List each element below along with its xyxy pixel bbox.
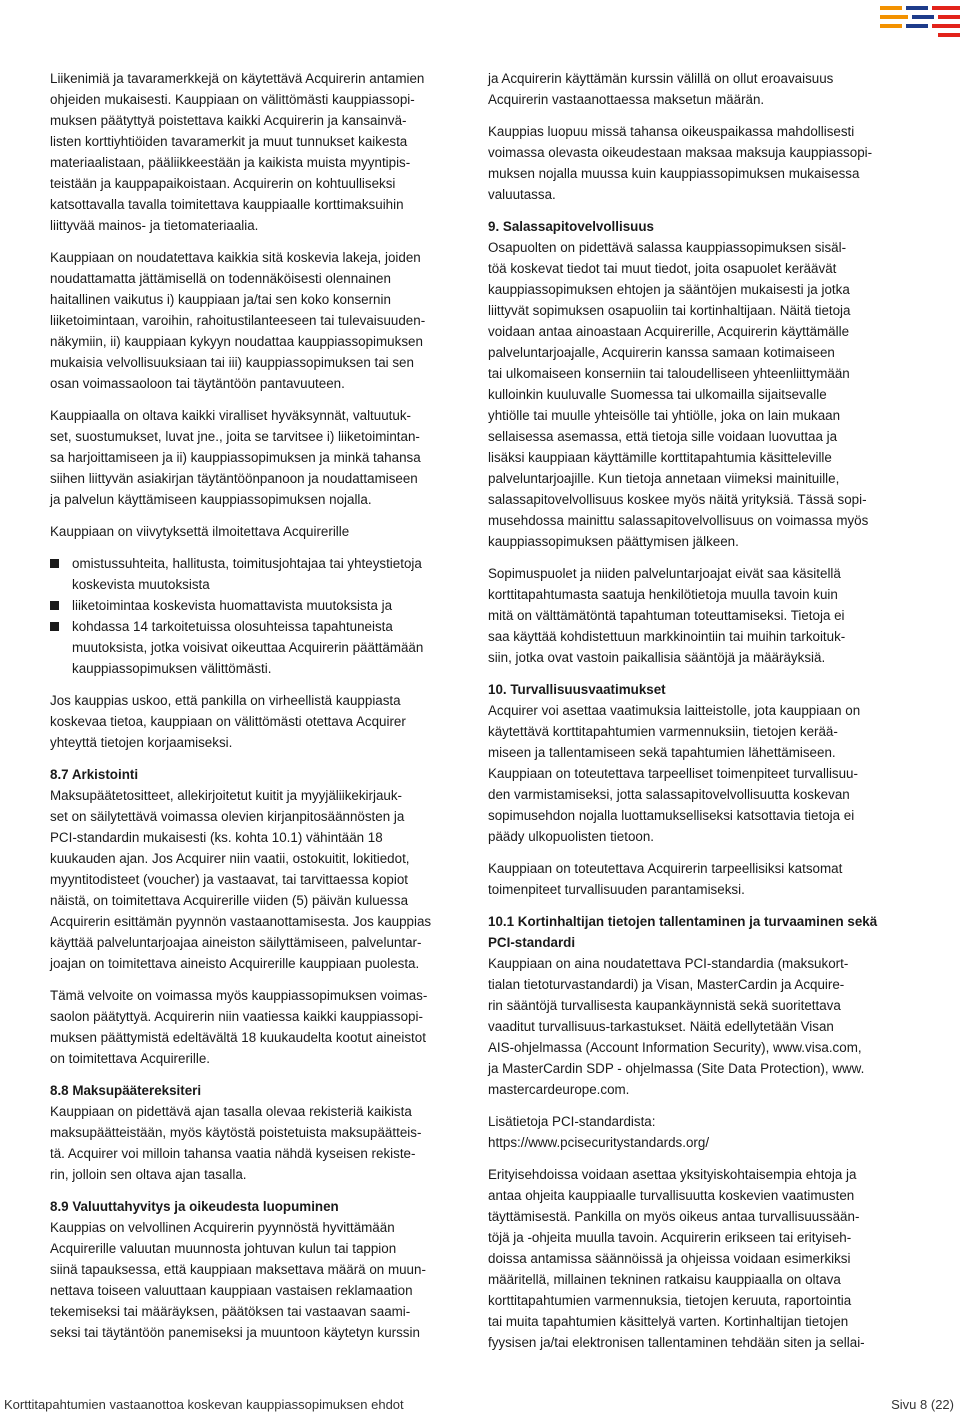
- paragraph: Erityisehdoissa voidaan asettaa yksityiskohtaisempia ehtoja ja antaa ohjeita kauppiaalle turvallisuutta koskevien vaatimusten täyttämisestä. Pankilla on myös oikeus antaa turvallisuussään- töjä ja -ohjeita muulla tavoin. Acquirerin erikseen tai erityiseh- doissa antamissa säännöissä ja ohjeissa voidaan esimerkiksi määritellä, millainen tekninen ratkaisu kauppiaalla on oltava korttitapahtumien varmennuksia, tietojen keruuta, raportointia tai muita tapahtumien käsittelyä varten. Kortinhaltijan tietojen fyysisen ja/tai elektronisen tallentaminen tehdään siten ja sellai-: [488, 1167, 865, 1350]
- square-bullet-icon: [50, 622, 59, 631]
- company-logo: [880, 5, 960, 37]
- logo-stripe: [880, 24, 902, 28]
- square-bullet-icon: [50, 601, 59, 610]
- paragraph: Kauppiaan on viivytyksettä ilmoitettava Acquirerille: [50, 524, 350, 539]
- paragraph: Liikenimiä ja tavaramerkkejä on käytettävä Acquirerin antamien ohjeiden mukaisesti. Kauppiaan on välittömästi kauppiassopi- muksen päätyttyä poistettava kaikki Acquirerin ja kansainvä- listen korttiyhtiöiden tavaramerkit ja muut tunnukset kaikesta materiaalistaan, pääliikkeestään ja kaikista muista myyntipis- teistään ja kauppapaikoistaan. Acquirerin on kohtuulliseksi katsottavalla tavalla toimitettava kauppiaalle korttimaksuihin liittyvää mainos- ja tietomateriaalia.: [50, 71, 425, 233]
- pci-info-label: Lisätietoja PCI-standardista:: [488, 1114, 656, 1129]
- section-heading: 10.1 Kortinhaltijan tietojen tallentaminen ja turvaaminen sekä PCI-standardi: [488, 914, 878, 950]
- section-heading: 8.8 Maksupäätereksiteri: [50, 1083, 202, 1098]
- paragraph: Kauppiaan on aina noudatettava PCI-standardia (maksukort- tialan tietoturvastandardi) ja Visan, MasterCardin ja Acquire- rin sääntöjä turvallisesta kaupankäynnistä sekä suoritettava vaaditut turvallisuus-tarkastukset. Näitä edellytetään Visan AIS-ohjelmassa (Account Information Security), www.visa.com, ja MasterCardin SDP - ohjelmassa (Site Data Protection), www. mastercardeurope.com.: [488, 956, 865, 1097]
- logo-stripe: [938, 15, 960, 19]
- paragraph: Kauppias luopuu missä tahansa oikeuspaikassa mahdollisesti voimassa olevasta oikeudestaan maksaa maksuja kauppiassopi- muksen nojalla muussa kuin kauppiassopimuksen mukaisessa valuutassa.: [488, 124, 873, 202]
- list-item-text: liiketoimintaa koskevista huomattavista muutoksista ja: [72, 598, 393, 613]
- paragraph: Kauppiaalla on oltava kaikki viralliset hyväksynnät, valtuutuk- set, suostumukset, luvat jne., joita se tarvitsee i) liiketoimintan- sa harjoittamiseen ja ii) kauppiassopimuksen ja minkä tahansa siihen liittyvän asiakirjan täytäntöönpanoon ja noudattamiseen ja palvelun käyttämiseen kauppiassopimuksen nojalla.: [50, 408, 421, 507]
- logo-stripe: [880, 6, 902, 10]
- left-column: [50, 68, 458, 1354]
- pci-standards-link[interactable]: https://www.pcisecuritystandards.org/: [488, 1135, 710, 1150]
- paragraph: Osapuolten on pidettävä salassa kauppiassopimuksen sisäl- töä koskevat tiedot tai muut tiedot, joita osapuolet keräävät kauppiassopimuksen ehtojen ja sääntöjen mukaisesti ja jotka liittyvät sopimuksen osapuoliin tai kortinhaltijaan. Näitä tietoja voidaan antaa ainoastaan Acquirerille, Acquirerin käyttämälle palveluntarjoajalle, Acquirerin kanssa samaan kotimaiseen tai ulkomaiseen konserniin tai taloudelliseen yhteenliittymään kulloinkin kuuluvalle Suomessa tai ulkomailla sijaitsevalle yhtiölle tai muulle yhteisölle tai yhtiölle, joka on lain mukaan sellaisessa asemassa, että tietoja sille voidaan luovuttaa ja lisäksi kauppiaan käyttämille korttitapahtumia käsitteleville palveluntarjoajille. Kun tietoja annetaan viimeksi mainituille, salassapitovelvollisuus koskee myös näitä yrityksiä. Tässä sopi- musehdossa mainittu salassapitovelvollisuus on voimassa myös kauppiassopimuksen päättymisen jälkeen.: [488, 240, 869, 549]
- logo-stripe: [938, 33, 960, 37]
- paragraph: Kauppiaan on noudatettava kaikkia sitä koskevia lakeja, joiden noudattamatta jättämisellä on todennäköisesti olennainen haitallinen vaikutus i) kauppiaan ja/tai sen koko konsernin liiketoimintaan, varoihin, rahoitustilanteeseen tai tulevaisuuden- näkymiin, ii) kauppiaan kykyyn noudattaa kauppiassopimuksen mukaisia velvollisuuksiaan tai iii) kauppiassopimuksen tai sen osan voimassaoloon tai täytäntöön pantavuuteen.: [50, 250, 426, 391]
- paragraph: ja Acquirerin käyttämän kurssin välillä on ollut eroavaisuus Acquirerin vastaanottaessa maksetun määrän.: [488, 71, 834, 107]
- logo-stripe: [906, 24, 928, 28]
- section-heading: 9. Salassapitovelvollisuus: [488, 219, 654, 234]
- logo-stripe: [906, 6, 928, 10]
- list-item-text: kohdassa 14 tarkoitetuissa olosuhteissa tapahtuneista muutoksista, jotka voisivat oikeuttaa Acquirerin päättämään kauppiassopimuksen välittömästi.: [72, 619, 424, 676]
- list-item: [50, 595, 458, 616]
- logo-stripe: [932, 6, 960, 10]
- paragraph: Kauppiaan on pidettävä ajan tasalla olevaa rekisteriä kaikista maksupäätteistään, myös käytöstä poistetuista maksupäätteis- tä. Acquirer voi milloin tahansa vaatia nähdä kyseisen rekiste- rin, jolloin sen oltava ajan tasalla.: [50, 1104, 422, 1182]
- right-column: [488, 68, 896, 1364]
- paragraph: [488, 1111, 896, 1153]
- paragraph: Tämä velvoite on voimassa myös kauppiassopimuksen voimas- saolon päätyttyä. Acquirerin niin vaatiessa kaikki kauppiassopi- muksen päättymistä edeltävältä 18 kuukaudelta kootut aineistot on toimitettava Acquirerille.: [50, 988, 428, 1066]
- logo-stripe: [912, 15, 934, 19]
- paragraph: Jos kauppias uskoo, että pankilla on virheellistä kauppiasta koskevaa tietoa, kauppiaan on välittömästi otettava Acquirer yhteyttä tietojen korjaamiseksi.: [50, 693, 406, 750]
- section-heading: 8.7 Arkistointi: [50, 767, 139, 782]
- bullet-list: [50, 553, 458, 679]
- list-item: [50, 616, 458, 679]
- logo-stripe: [932, 24, 960, 28]
- paragraph: Acquirer voi asettaa vaatimuksia laitteistolle, jota kauppiaan on käytettävä korttitapahtumien varmennuksiin, tietojen kerää- miseen ja tallentamiseen sekä tapahtumien lähettämiseen. Kauppiaan on toteutettava tarpeelliset toimenpiteet turvallisuu- den varmistamiseksi, jotta salassapitovelvollisuutta koskevan sopimusehdon nojalla luottamukselliseksi katsottavia tietoja ei päädy ulkopuolisten tietoon.: [488, 703, 861, 844]
- square-bullet-icon: [50, 559, 59, 568]
- paragraph: Sopimuspuolet ja niiden palveluntarjoajat eivät saa käsitellä korttitapahtumasta saatuja henkilötietoja muulla tavoin kuin mitä on välttämätöntä tapahtuman toteuttamiseksi. Tietoja ei saa käyttää kohdistettuun markkinointiin tai muihin tarkoituk- siin, jotka ovat vastoin paikallisia sääntöjä ja määräyksiä.: [488, 566, 846, 665]
- footer-title: Korttitapahtumien vastaanottoa koskevan kauppiassopimuksen ehdot: [4, 1397, 404, 1412]
- paragraph: Kauppiaan on toteutettava Acquirerin tarpeellisiksi katsomat toimenpiteet turvallisuuden parantamiseksi.: [488, 861, 843, 897]
- paragraph: Maksupäätetositteet, allekirjoitetut kuitit ja myyjäliikekirjauk- set on säilytettävä voimassa olevien kirjanpitosäännösten ja PCI-standardin mukaisesti (ks. kohta 10.1) vähintään 18 kuukauden ajan. Jos Acquirer niin vaatii, ostokuitit, lokitiedot, myyntitodisteet (voucher) ja vastaavat, tai tarvittaessa kopiot näistä, on toimitettava Acquirerille viiden (5) päivän kuluessa Acquirerin esittämän pyynnön vastaanottamisesta. Jos kauppias käyttää palveluntarjoajaa aineiston säilyttämiseen, palveluntar- joajan on toimitettava aineisto Acquirerille kauppiaan puolesta.: [50, 788, 432, 971]
- logo-stripe: [880, 15, 908, 19]
- paragraph: Kauppias on velvollinen Acquirerin pyynnöstä hyvittämään Acquirerille valuutan muunnosta johtuvan kulun tai tappion siinä tapauksessa, että kauppiaan maksettava määrä on muun- nettava toiseen valuuttaan kauppiaan vastaisen reklamaation tekemiseksi tai määräyksen, päätöksen tai vastaavan saami- seksi tai täytäntöön panemiseksi ja muuntoon käytetyn kurssin: [50, 1220, 426, 1340]
- list-item-text: omistussuhteita, hallitusta, toimitusjohtajaa tai yhteystietoja koskevista muutoksista: [72, 556, 422, 592]
- list-item: [50, 553, 458, 595]
- section-heading: 8.9 Valuuttahyvitys ja oikeudesta luopuminen: [50, 1199, 339, 1214]
- section-heading: 10. Turvallisuusvaatimukset: [488, 682, 666, 697]
- page-number: Sivu 8 (22): [891, 1397, 954, 1412]
